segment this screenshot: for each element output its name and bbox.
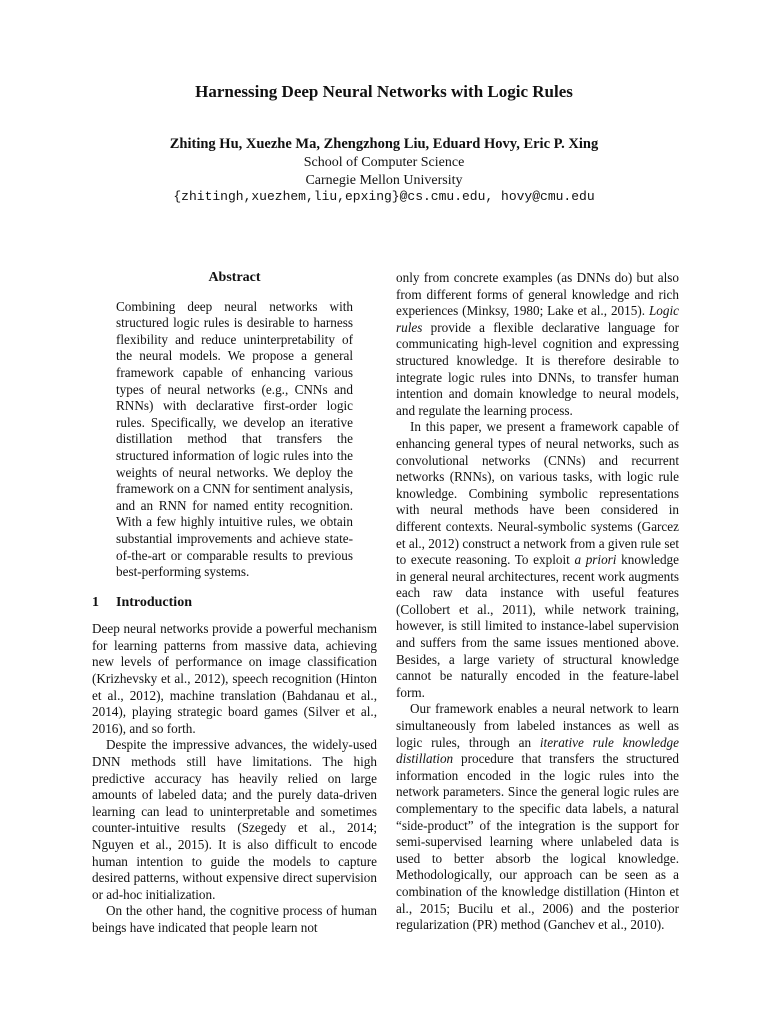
intro-paragraph-4	[396, 419, 679, 701]
affiliation-university: Carnegie Mellon University	[305, 173, 463, 188]
left-column	[92, 270, 377, 937]
author-emails: {zhitingh,xuezhem,liu,epxing}@cs.cmu.edu, hovy@cmu.edu	[173, 189, 595, 204]
right-column	[396, 270, 679, 934]
p3-cont-text-b: provide a flexible declarative language for communicating high-level cognition and expressing structured knowledge. It is therefore desirable to integrate logic rules into DNNs, to transfer human intention and domain knowledge to neural models, and regulate the learning process.	[396, 319, 679, 418]
p4-text-a: In this paper, we present a framework capable of enhancing general types of neural networks, such as convolutional networks (CNNs) and recurrent networks (RNNs), on various tasks, with logic rule knowledge. Combining symbolic representations with neural methods have been considered in different contexts. Neural-symbolic systems (Garcez et al., 2012) construct a network from a given rule set to execute reasoning. To exploit	[396, 419, 679, 568]
p4-text-b: knowledge in general neural architectures, recent work augments each raw data instance with useful features (Collobert et al., 2011), while network training, however, is still limited to instance-label supervision and suffers from the same issues mentioned above. Besides, a large variety of structural knowledge cannot be naturally encoded in the feature-label form.	[396, 552, 680, 700]
intro-paragraph-3: On the other hand, the cognitive process of human beings have indicated that people learn not	[92, 903, 377, 935]
abstract-text: Combining deep neural networks with structured logic rules is desirable to harness flexibility and reduce uninterpretability of the neural models. We propose a general framework capable of enhancing various types of neural networks (e.g., CNNs and RNNs) with declarative first-order logic rules. Specifically, we develop an iterative distillation method that transfers the structured information of logic rules into the weights of neural networks. We deploy the framework on a CNN for sentiment analysis, and an RNN for named entity recognition. With a few highly intuitive rules, we obtain substantial improvements and achieve state-of-the-art or comparable results to previous best-performing systems.	[116, 298, 353, 580]
paper-title: Harnessing Deep Neural Networks with Logic Rules	[195, 82, 573, 101]
author-list: Zhiting Hu, Xuezhe Ma, Zhengzhong Liu, Eduard Hovy, Eric P. Xing	[169, 136, 599, 152]
intro-paragraph-5	[396, 701, 679, 933]
p4-emphasis: a priori	[574, 552, 617, 568]
section-title-text: Introduction	[116, 594, 192, 610]
p5-text-a: Our framework enables a neural network to learn simultaneously from labeled instances as well as logic rules, through an	[396, 701, 679, 750]
p5-emphasis: iterative rule knowledge distillation	[396, 734, 679, 767]
p5-text-b: procedure that transfers the structured information encoded in the logic rules into the network parameters. Since the general logic rules are complementary to the specific data labels, a natural “side-product” of the integration is the support for semi-supervised learning where unlabeled data is used to better absorb the logical knowledge. Methodologically, our approach can be seen as a combination of the knowledge distillation (Hinton et al., 2015; Bucilu et al., 2006) and the posterior regularization (PR) method (Ganchev et al., 2010).	[396, 751, 679, 933]
intro-paragraph-3-continued	[396, 270, 679, 419]
abstract-heading: Abstract	[208, 270, 261, 285]
section-heading-introduction	[92, 595, 377, 612]
p3-cont-text-a: only from concrete examples (as DNNs do) but also from different forms of general knowledge and rich experiences (Minksy, 1980; Lake et al., 2015).	[396, 270, 679, 319]
section-number: 1	[92, 594, 99, 610]
p3-cont-emphasis: Logic rules	[396, 303, 679, 335]
affiliation-school: School of Computer Science	[303, 155, 465, 170]
intro-paragraph-1: Deep neural networks provide a powerful mechanism for learning patterns from massive data, achieving new levels of performance on image classification (Krizhevsky et al., 2012), speech recognition (Hinton et al., 2012), machine translation (Bahdanau et al., 2014), playing strategic board games (Silver et al., 2016), and so forth.	[92, 621, 377, 736]
intro-paragraph-2: Despite the impressive advances, the widely-used DNN methods still have limitations. The high predictive accuracy has heavily relied on large amounts of labeled data; and the purely data-driven learning can lead to uninterpretable and sometimes counter-intuitive results (Szegedy et al., 2014; Nguyen et al., 2015). It is also difficult to encode human intention to guide the models to capture desired patterns, without expensive direct supervision or ad-hoc initialization.	[92, 737, 377, 902]
